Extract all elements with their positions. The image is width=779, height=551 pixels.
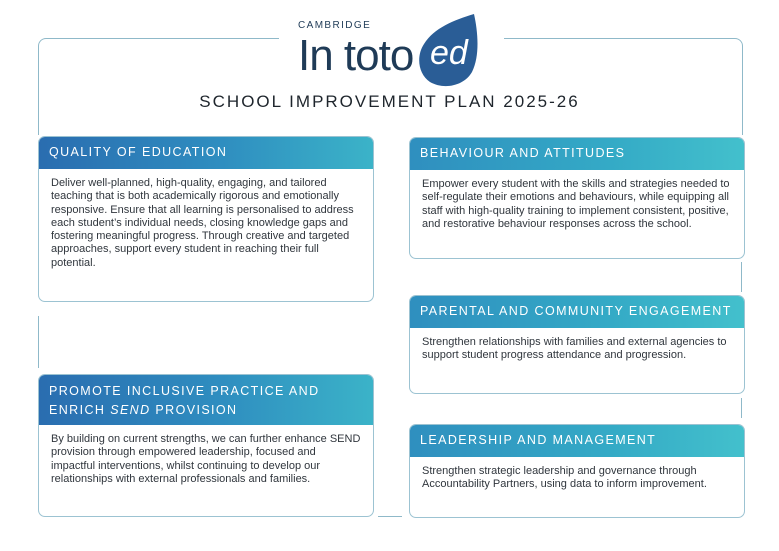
quality-of-education-text: Deliver well-planned, high-quality, engaging, and tailored teaching that is both academically rigorous and emotionally responsive. Ensure that all learning is personalised to address each student’s individual needs, closing knowledge gaps and fostering meaningful progress. Through creative and targeted approaches, support every student in reaching their full potential. xyxy=(51,177,354,269)
logo-main-text: In toto xyxy=(298,31,414,80)
quality-of-education-heading: QUALITY OF EDUCATION xyxy=(39,137,373,169)
send-emphasis: SEND xyxy=(110,403,151,417)
inclusive-heading-line2: ENRICH SEND PROVISION xyxy=(49,403,238,417)
page-title: SCHOOL IMPROVEMENT PLAN 2025-26 xyxy=(199,92,580,111)
leadership-and-management-text: Strengthen strategic leadership and governance through Accountability Partners, using data to inform improvement. xyxy=(422,465,707,491)
frame-right-mid2 xyxy=(741,398,742,418)
parental-engagement-heading: PARENTAL AND COMMUNITY ENGAGEMENT xyxy=(410,296,744,328)
leadership-and-management-heading: LEADERSHIP AND MANAGEMENT xyxy=(410,425,744,457)
frame-top-right xyxy=(504,38,743,135)
logo-mark-icon xyxy=(416,12,486,88)
parental-engagement-card xyxy=(409,295,745,394)
logo-mark-text: ed xyxy=(430,34,468,72)
inclusive-practice-card xyxy=(38,374,374,517)
frame-right-mid1 xyxy=(741,262,742,292)
behaviour-and-attitudes-heading: BEHAVIOUR AND ATTITUDES xyxy=(410,138,744,170)
inclusive-practice-heading xyxy=(39,375,373,425)
behaviour-and-attitudes-card xyxy=(409,137,745,259)
inclusive-practice-text: By building on current strengths, we can further enhance SEND provision through empowered leadership, focused and impactful interventions, whilst continuing to develop our relationships with external professionals and families. xyxy=(51,433,361,485)
frame-top-left xyxy=(38,38,279,135)
quality-of-education-card xyxy=(38,136,374,302)
logo-small-text: CAMBRIDGE xyxy=(298,20,372,31)
frame-bottom xyxy=(378,516,402,517)
frame-left-mid xyxy=(38,316,39,368)
leadership-and-management-card xyxy=(409,424,745,518)
parental-engagement-text: Strengthen relationships with families and external agencies to support student progress attendance and progression. xyxy=(422,336,727,362)
inclusive-heading-line1: PROMOTE INCLUSIVE PRACTICE AND xyxy=(49,384,320,398)
logo xyxy=(296,12,496,90)
behaviour-and-attitudes-text: Empower every student with the skills and strategies needed to self-regulate their emotions and behaviours, while equipping all staff with high-quality training to implement consistent, positive, and restorative behaviour responses across the school. xyxy=(422,178,730,230)
